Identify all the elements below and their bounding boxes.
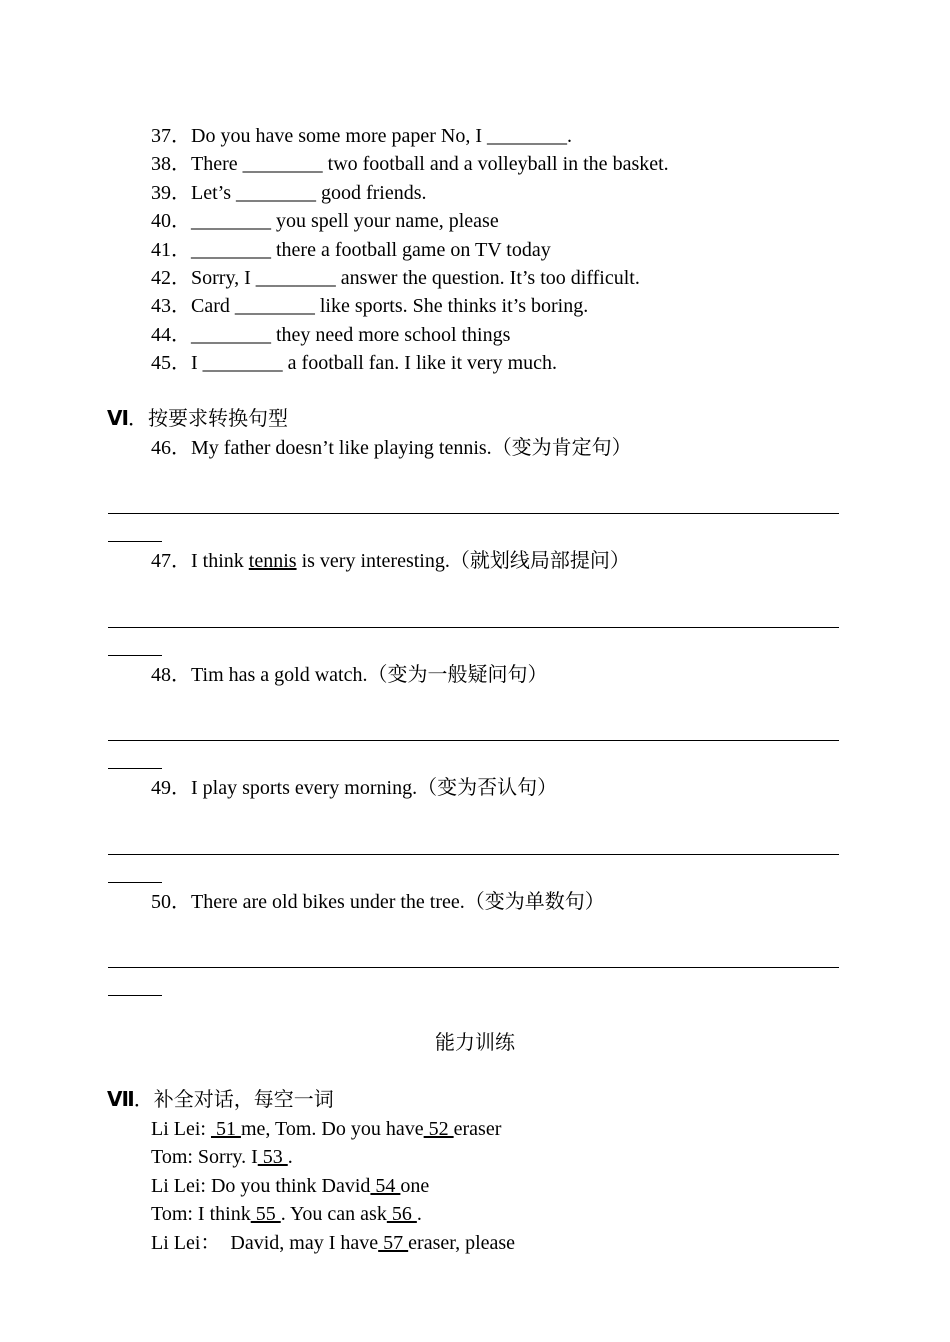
blank-52[interactable]: 52 xyxy=(423,1118,454,1140)
dialogue-line xyxy=(151,1229,515,1257)
underlined-word: tennis xyxy=(248,550,297,572)
blank-51[interactable]: 51 xyxy=(210,1118,241,1140)
question-text: Sorry, I ________ answer the question. It’s too difficult. xyxy=(191,267,640,289)
question-number: 43． xyxy=(151,295,191,317)
dialogue-text: eraser, please xyxy=(408,1232,516,1254)
answer-line-continuation[interactable] xyxy=(108,768,162,769)
question-number: 50． xyxy=(151,891,191,913)
question-number: 49． xyxy=(151,777,191,799)
question-text: I think xyxy=(191,550,249,572)
question-text: Do you have some more paper No, I ________. xyxy=(191,125,573,147)
blank-56[interactable]: 56 xyxy=(386,1203,417,1225)
dialogue-text: me, Tom. Do you have xyxy=(240,1118,424,1140)
question-number: 40． xyxy=(151,210,191,232)
dialogue-line xyxy=(151,1115,501,1143)
blank-54[interactable]: 54 xyxy=(370,1175,401,1197)
dialogue-text: Tom: Sorry. I xyxy=(151,1146,258,1168)
question-text: There are old bikes under the tree. xyxy=(191,891,465,913)
question-text: Let’s ________ good friends. xyxy=(191,182,427,204)
ability-training-heading: 能力训练 xyxy=(435,1032,515,1054)
blank-53[interactable]: 53 xyxy=(257,1146,288,1168)
question-46 xyxy=(151,434,632,462)
dialogue-line xyxy=(151,1143,293,1171)
answer-line[interactable] xyxy=(108,740,839,741)
dialogue-text: one xyxy=(400,1175,430,1197)
answer-line[interactable] xyxy=(108,513,839,514)
dialogue-line xyxy=(151,1172,429,1200)
question-43 xyxy=(151,292,588,320)
dialogue-text: Tom: I think xyxy=(151,1203,251,1225)
question-45 xyxy=(151,349,557,377)
answer-line-continuation[interactable] xyxy=(108,541,162,542)
question-47 xyxy=(151,547,630,575)
question-42 xyxy=(151,264,640,292)
question-number: 39． xyxy=(151,182,191,204)
section-title: ．补全对话，每空一词 xyxy=(133,1089,334,1111)
question-40 xyxy=(151,207,499,235)
answer-line[interactable] xyxy=(108,627,839,628)
question-number: 47． xyxy=(151,550,191,572)
question-number: 41． xyxy=(151,239,191,261)
question-text: My father doesn’t like playing tennis. xyxy=(191,437,492,459)
question-text: Card ________ like sports. She thinks it’s boring. xyxy=(191,295,589,317)
question-37 xyxy=(151,122,572,150)
question-text: There ________ two football and a volleyball in the basket. xyxy=(191,153,669,175)
dialogue-text: . xyxy=(416,1203,422,1225)
dialogue-line xyxy=(151,1200,422,1228)
dialogue-text: . You can ask xyxy=(280,1203,387,1225)
question-number: 45． xyxy=(151,352,191,374)
question-44 xyxy=(151,321,510,349)
question-50 xyxy=(151,888,605,916)
question-number: 48． xyxy=(151,664,191,686)
instruction: （变为肯定句） xyxy=(491,437,632,459)
section-roman-numeral: Ⅵ xyxy=(107,408,128,430)
dialogue-text: . xyxy=(287,1146,293,1168)
answer-line-continuation[interactable] xyxy=(108,655,162,656)
question-text-end: is very interesting. xyxy=(296,550,450,572)
answer-line[interactable] xyxy=(108,854,839,855)
instruction: （变为单数句） xyxy=(464,891,605,913)
question-number: 46． xyxy=(151,437,191,459)
question-text: ________ you spell your name, please xyxy=(191,210,499,232)
answer-line-continuation[interactable] xyxy=(108,882,162,883)
question-text: I play sports every morning. xyxy=(191,777,418,799)
question-number: 44． xyxy=(151,324,191,346)
instruction: （就划线局部提问） xyxy=(449,550,630,572)
instruction: （变为否认句） xyxy=(417,777,558,799)
question-38 xyxy=(151,150,669,178)
question-number: 37． xyxy=(151,125,191,147)
answer-line[interactable] xyxy=(108,967,839,968)
dialogue-text: Li Lei： David, may I have xyxy=(151,1232,379,1254)
question-39 xyxy=(151,179,427,207)
question-41 xyxy=(151,236,551,264)
section-6-heading xyxy=(107,405,288,433)
question-49 xyxy=(151,774,557,802)
question-number: 42． xyxy=(151,267,191,289)
instruction: （变为一般疑问句） xyxy=(367,664,548,686)
section-title: ．按要求转换句型 xyxy=(127,408,288,430)
dialogue-text: Li Lei: Do you think David xyxy=(151,1175,371,1197)
question-text: ________ there a football game on TV today xyxy=(191,239,551,261)
question-text: Tim has a gold watch. xyxy=(191,664,368,686)
blank-57[interactable]: 57 xyxy=(378,1232,409,1254)
section-7-heading xyxy=(107,1086,334,1114)
dialogue-text: eraser xyxy=(453,1118,502,1140)
blank-55[interactable]: 55 xyxy=(250,1203,281,1225)
question-48 xyxy=(151,661,547,689)
question-text: I ________ a football fan. I like it very much. xyxy=(191,352,558,374)
section-roman-numeral: Ⅶ xyxy=(107,1089,134,1111)
answer-line-continuation[interactable] xyxy=(108,995,162,996)
question-text: ________ they need more school things xyxy=(191,324,511,346)
question-number: 38． xyxy=(151,153,191,175)
dialogue-text: Li Lei: xyxy=(151,1118,211,1140)
